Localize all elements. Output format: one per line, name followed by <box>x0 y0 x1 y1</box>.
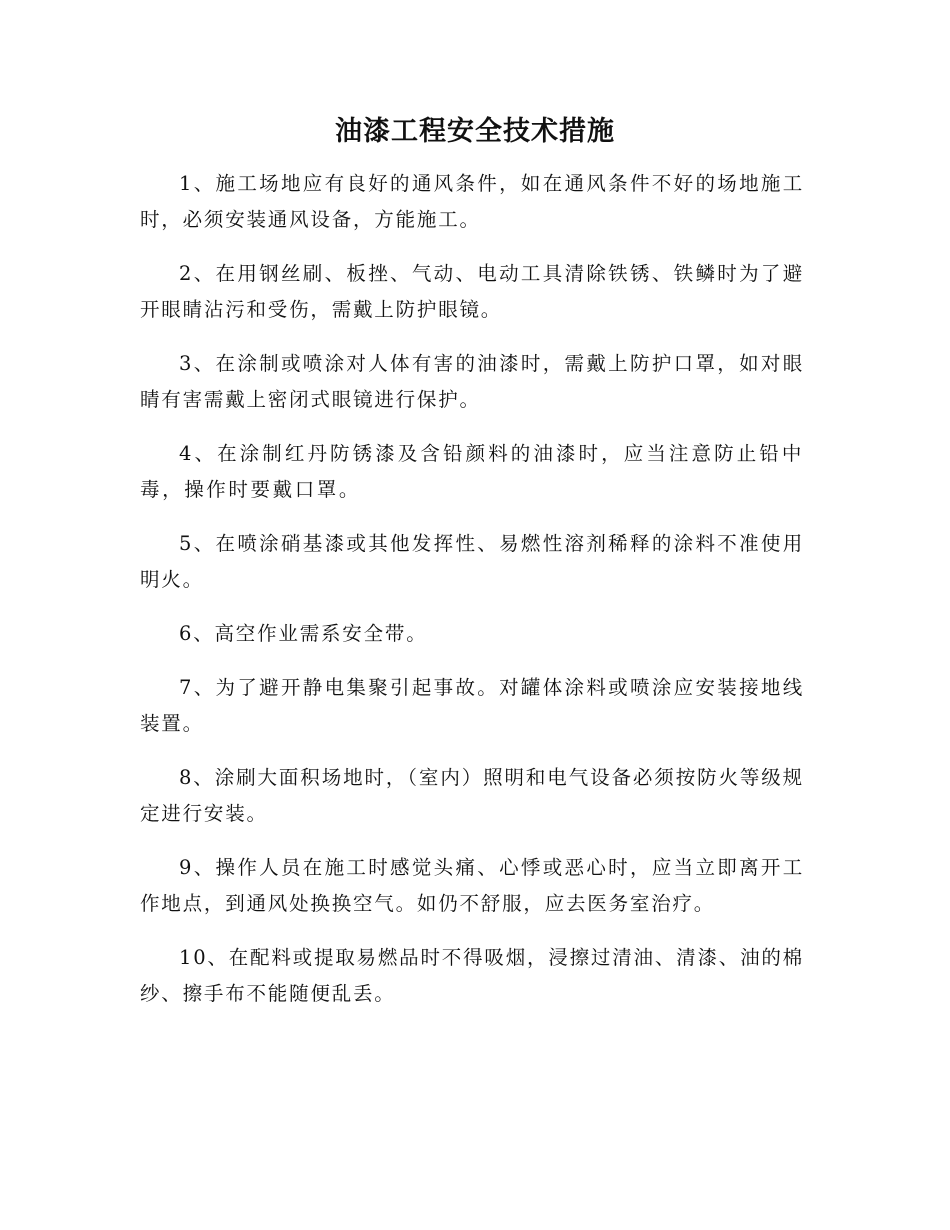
paragraph-1: 1、施工场地应有良好的通风条件，如在通风条件不好的场地施工时，必须安装通风设备，方能施工。 <box>140 172 804 231</box>
document-body <box>140 166 804 1030</box>
paragraph-5: 5、在喷涂硝基漆或其他发挥性、易燃性溶剂稀释的涂料不准使用明火。 <box>140 532 804 591</box>
paragraph-3: 3、在涂制或喷涂对人体有害的油漆时，需戴上防护口罩，如对眼睛有害需戴上密闭式眼镜进行保护。 <box>140 352 804 411</box>
paragraph-7: 7、为了避开静电集聚引起事故。对罐体涂料或喷涂应安装接地线装置。 <box>140 676 804 735</box>
paragraph-6: 6、高空作业需系安全带。 <box>179 622 428 645</box>
paragraph-4: 4、在涂制红丹防锈漆及含铅颜料的油漆时，应当注意防止铅中毒，操作时要戴口罩。 <box>140 442 804 501</box>
paragraph-8: 8、涂刷大面积场地时，（室内）照明和电气设备必须按防火等级规定进行安装。 <box>140 766 804 825</box>
paragraph-9: 9、操作人员在施工时感觉头痛、心悸或恶心时，应当立即离开工作地点，到通风处换换空气。如仍不舒服，应去医务室治疗。 <box>140 856 804 915</box>
document-title: 油漆工程安全技术措施 <box>335 116 615 147</box>
paragraph-2: 2、在用钢丝刷、板挫、气动、电动工具清除铁锈、铁鳞时为了避开眼睛沾污和受伤，需戴上防护眼镜。 <box>140 262 804 321</box>
paragraph-10: 10、在配料或提取易燃品时不得吸烟，浸擦过清油、清漆、油的棉纱、擦手布不能随便乱丢。 <box>140 946 804 1005</box>
